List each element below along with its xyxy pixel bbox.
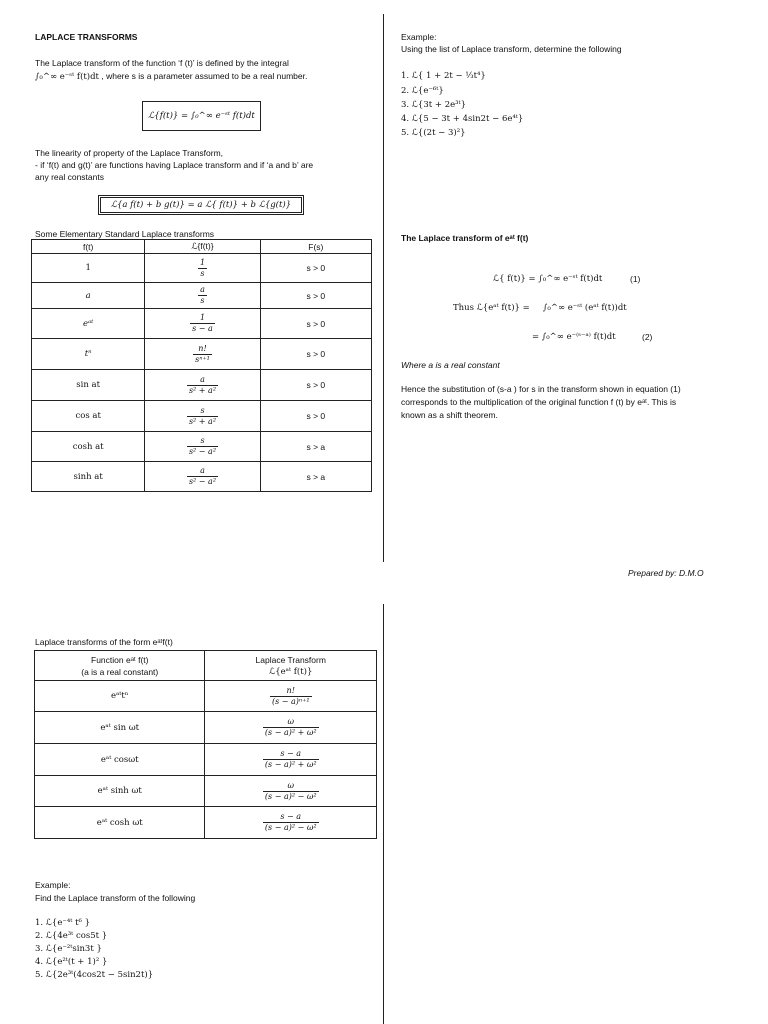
fraction-numerator: a <box>200 285 205 294</box>
linearity-heading: The linearity of property of the Laplace Transform, <box>35 148 224 158</box>
standard-laplace-table <box>31 239 372 492</box>
shift-table-header-transform-line2: ℒ{eᵃᵗ f(t)} <box>269 666 313 677</box>
fraction-denominator: sⁿ⁺¹ <box>195 354 210 364</box>
definition-inline-integral: ∫₀^∞ e⁻ˢᵗ f(t)dt <box>35 72 99 82</box>
definition-inline-text: , where s is a parameter assumed to be a real number. <box>101 71 308 81</box>
table-cell-condition: s > 0 <box>260 401 371 432</box>
table-cell-transform <box>145 401 260 432</box>
shift-equation-3: = ∫₀^∞ e⁻⁽ˢ⁻ᵃ⁾ f(t)dt <box>532 332 616 342</box>
table-cell-condition: s > a <box>260 432 371 462</box>
definition-text-line2 <box>35 71 307 82</box>
fraction-denominator: (s − a)² − ω² <box>264 791 317 801</box>
where-note: Where a is a real constant <box>401 360 500 370</box>
page1-column-divider <box>383 14 384 562</box>
table-row <box>35 776 377 807</box>
example-item: 2. ℒ{e⁻⁶ᵗ} <box>401 86 444 96</box>
shift-equation-3-number: (2) <box>642 332 653 342</box>
fraction-denominator: (s − a)² + ω² <box>264 728 317 737</box>
shift-heading: The Laplace transform of eᵃᵗ f(t) <box>401 233 529 243</box>
table-cell-function: eᵃᵗ sin ωt <box>35 712 205 744</box>
prepared-by: Prepared by: D.M.O <box>628 568 704 578</box>
table-cell-transform <box>145 462 260 492</box>
table-row <box>32 309 372 339</box>
hence-text-line1: Hence the substitution of (s-a ) for s in the transform shown in equation (1) <box>401 384 681 394</box>
shift-table-header-transform-line1: Laplace Transform <box>255 654 326 665</box>
table-cell-condition: s > 0 <box>260 370 371 401</box>
fraction-numerator: 1 <box>199 257 206 267</box>
table-cell-function: 1 <box>32 254 145 283</box>
table-cell-function: sin at <box>32 370 145 401</box>
fraction-numerator: a <box>200 466 205 475</box>
table-cell-function: a <box>32 283 145 309</box>
shift-table-header-transform <box>205 651 377 681</box>
linearity-text-line2: any real constants <box>35 172 104 182</box>
example2-instruction: Find the Laplace transform of the following <box>35 893 196 903</box>
example-heading: Example: <box>401 32 437 42</box>
fraction-numerator: s <box>200 405 205 415</box>
shift-table-header-function <box>35 651 205 681</box>
hence-text-line2: corresponds to the multiplication of the original function f (t) by eᵃᵗ. This is <box>401 397 677 407</box>
table-row <box>32 283 372 309</box>
example2-item: 3. ℒ{e⁻²ᵗsin3t } <box>35 944 102 954</box>
fraction-denominator: (s − a)² − ω² <box>264 823 317 832</box>
shift-equation-1: ℒ{ f(t)} = ∫₀^∞ e⁻ˢᵗ f(t)dt <box>493 274 603 284</box>
linearity-text-line1: - if ‘f(t) and g(t)’ are functions having Laplace transform and if ‘a and b’ are <box>35 160 314 170</box>
shift-equation-2-prefix: Thus ℒ{eᵃᵗ f(t)} = <box>453 303 530 313</box>
fraction-numerator: s − a <box>280 812 302 821</box>
example2-item: 5. ℒ{2e³ᵗ(4cos2t − 5sin2t)} <box>35 970 154 980</box>
table-cell-transform <box>205 776 377 807</box>
example-item: 1. ℒ{ 1 + 2t − ⅓t⁴} <box>401 71 486 81</box>
table-row <box>35 807 377 839</box>
table-cell-function: tⁿ <box>32 339 145 370</box>
shift-equation-1-number: (1) <box>630 274 641 284</box>
table-cell-transform <box>145 283 260 309</box>
table-cell-function: eᵃᵗ <box>32 309 145 339</box>
page-title: LAPLACE TRANSFORMS <box>35 32 138 42</box>
example-item: 4. ℒ{5 − 3t + 4sin2t − 6e⁴ᵗ} <box>401 114 524 124</box>
table-row <box>32 462 372 492</box>
shift-table-caption: Laplace transforms of the form eᵃᵗf(t) <box>35 637 173 647</box>
fraction-denominator: s <box>198 295 207 306</box>
linearity-formula-box: ℒ{a f(t) + b g(t)} = a ℒ{ f(t)} + b ℒ{g(t)} <box>98 195 304 215</box>
table-cell-function: eᵃᵗ cosh ωt <box>35 807 205 839</box>
table-cell-transform <box>145 254 260 283</box>
table-cell-transform <box>205 681 377 712</box>
definition-formula-box: ℒ{f(t)} = ∫₀^∞ e⁻ˢᵗ f(t)dt <box>142 101 261 131</box>
table-row <box>32 254 372 283</box>
table-cell-function: eᵃᵗtⁿ <box>35 681 205 712</box>
example-item: 3. ℒ{3t + 2e³ᵗ} <box>401 100 467 110</box>
table-cell-transform <box>145 309 260 339</box>
table-cell-function: eᵃᵗ sinh ωt <box>35 776 205 807</box>
table-cell-condition: s > 0 <box>260 283 371 309</box>
fraction-denominator: s <box>198 268 207 279</box>
table-cell-transform <box>205 807 377 839</box>
table-cell-condition: s > 0 <box>260 309 371 339</box>
table-cell-transform <box>145 432 260 462</box>
table-row <box>35 681 377 712</box>
table-cell-condition: s > 0 <box>260 339 371 370</box>
standard-table-caption: Some Elementary Standard Laplace transforms <box>35 229 215 239</box>
shift-table-header-function-line2: (a is a real constant) <box>81 666 159 677</box>
example2-item: 1. ℒ{e⁻⁴ᵗ t⁶ } <box>35 918 90 928</box>
table-row <box>32 401 372 432</box>
hence-text-line3: known as a shift theorem. <box>401 410 498 420</box>
table-row <box>35 744 377 776</box>
fraction-denominator: s² − a² <box>188 447 217 456</box>
table-row <box>32 339 372 370</box>
fraction-denominator: (s − a)² + ω² <box>264 760 317 769</box>
table-cell-function: eᵃᵗ cosωt <box>35 744 205 776</box>
fraction-numerator: n! <box>198 343 207 353</box>
shift-laplace-table <box>34 650 377 839</box>
fraction-denominator: s² + a² <box>188 385 217 395</box>
shift-equation-2: ∫₀^∞ e⁻ˢᵗ (eᵃᵗ f(t))dt <box>543 303 627 313</box>
table-row <box>35 712 377 744</box>
table-cell-function: cos at <box>32 401 145 432</box>
table-header-lft: ℒ{f(t)} <box>145 240 260 254</box>
table-cell-transform <box>145 339 260 370</box>
page2-column-divider <box>383 604 384 1024</box>
table-row <box>32 370 372 401</box>
example2-heading: Example: <box>35 880 71 890</box>
table-row <box>32 432 372 462</box>
definition-text: The Laplace transform of the function ‘f (t)’ is defined by the integral <box>35 58 289 68</box>
fraction-numerator: ω <box>287 780 294 790</box>
fraction-numerator: s − a <box>280 749 302 758</box>
table-cell-function: sinh at <box>32 462 145 492</box>
table-cell-function: cosh at <box>32 432 145 462</box>
example2-item: 2. ℒ{4e³ᵗ cos5t } <box>35 931 108 941</box>
fraction-denominator: s − a <box>192 324 213 333</box>
shift-table-header-function-line1: Function eᵃᵗ f(t) <box>91 654 149 665</box>
table-cell-transform <box>205 712 377 744</box>
example2-item: 4. ℒ{e²ᵗ(t + 1)² } <box>35 957 108 967</box>
example-item: 5. ℒ{(2t − 3)²} <box>401 128 466 138</box>
fraction-denominator: (s − a)ⁿ⁺¹ <box>271 696 310 706</box>
fraction-numerator: a <box>200 374 205 384</box>
fraction-numerator: 1 <box>199 313 206 322</box>
example-instruction: Using the list of Laplace transform, determine the following <box>401 44 622 54</box>
fraction-numerator: s <box>200 436 205 445</box>
fraction-denominator: s² + a² <box>188 416 217 426</box>
table-cell-transform <box>145 370 260 401</box>
fraction-denominator: s² − a² <box>188 477 217 486</box>
table-cell-transform <box>205 744 377 776</box>
table-header-fs: F(s) <box>260 240 371 254</box>
table-header-ft: f(t) <box>32 240 145 254</box>
table-cell-condition: s > 0 <box>260 254 371 283</box>
fraction-numerator: n! <box>286 685 295 695</box>
fraction-numerator: ω <box>287 717 294 726</box>
table-cell-condition: s > a <box>260 462 371 492</box>
